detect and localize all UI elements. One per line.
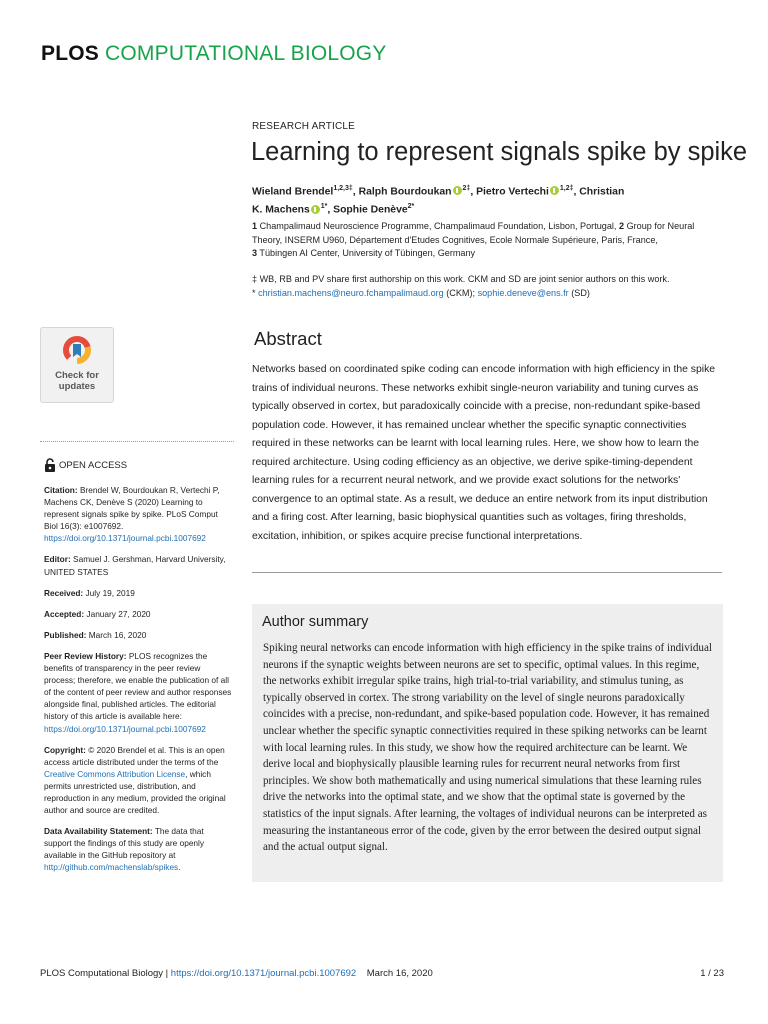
author-affil-sup: 2‡ bbox=[462, 185, 471, 192]
peer-review-label: Peer Review History: bbox=[44, 650, 127, 661]
received-date: July 19, 2019 bbox=[83, 587, 135, 598]
github-link[interactable]: http://github.com/machenslab/spikes bbox=[44, 862, 179, 873]
badge-text bbox=[41, 370, 113, 392]
data-availability-label: Data Availability Statement: bbox=[44, 826, 153, 837]
footer-journal: PLOS Computational Biology | bbox=[40, 968, 171, 979]
data-availability-text: The data that support the findings of this study are openly available in the GitHub repository at bbox=[44, 826, 205, 861]
data-availability-end: . bbox=[178, 862, 181, 873]
published-date: March 16, 2020 bbox=[86, 629, 147, 640]
license-link[interactable]: Creative Commons Attribution License bbox=[44, 768, 186, 779]
journal-logo[interactable] bbox=[41, 42, 387, 66]
footer-date: March 16, 2020 bbox=[366, 968, 433, 979]
author-summary-box bbox=[252, 604, 723, 882]
page-number: 1 / 23 bbox=[700, 968, 724, 979]
orcid-icon[interactable] bbox=[453, 186, 462, 195]
email-link[interactable]: christian.machens@neuro.fchampalimaud.org bbox=[258, 287, 444, 298]
affiliations bbox=[252, 220, 722, 261]
affil-num: 2 bbox=[618, 221, 625, 231]
footer-doi-link[interactable]: https://doi.org/10.1371/journal.pcbi.1007692 bbox=[170, 968, 357, 979]
abstract-divider bbox=[252, 572, 722, 573]
sidebar bbox=[44, 484, 232, 883]
author-line-2 bbox=[252, 199, 722, 217]
corresponding-note bbox=[252, 287, 722, 301]
affil-text: Tübingen AI Center, University of Tübingen, Germany bbox=[257, 248, 476, 259]
affil-num: 3 bbox=[252, 248, 258, 259]
author-sep: , bbox=[573, 186, 580, 198]
affil-num: 1 bbox=[252, 221, 258, 231]
affil-text: Group for Neural Theory, INSERM U960, Département d'Etudes Cognitives, Ecole Normale Supérieure, Paris, France, bbox=[252, 221, 695, 245]
published bbox=[44, 629, 232, 641]
corr-prefix: * bbox=[252, 287, 259, 298]
copyright-text: © 2020 Brendel et al. This is an open access article distributed under the terms of the bbox=[44, 744, 225, 767]
author-name[interactable]: Sophie Denève bbox=[333, 204, 408, 216]
peer-review-history bbox=[44, 650, 232, 735]
corr-suffix: (SD) bbox=[568, 287, 590, 298]
footer-left bbox=[40, 968, 433, 979]
citation-doi-link[interactable]: https://doi.org/10.1371/journal.pcbi.1007692 bbox=[44, 533, 206, 544]
sidebar-divider bbox=[40, 441, 234, 442]
equal-contribution-note: ‡ WB, RB and PV share first authorship on this work. CKM and SD are joint senior authors on this work. bbox=[252, 274, 670, 284]
author-affil-sup: 1,2‡ bbox=[559, 185, 574, 192]
author-summary-text: Spiking neural networks can encode information with high efficiency in the spike trains of individual neurons if the synaptic weights between neurons are set to specific, optimal values. In this regime, the networks exhibit irregular spike trains, high trial-to-trial variability, and stimulus tuning, as typically observed in cortex. The strong variability on the level of single neurons paradoxically coincides with a precise, non-redundant, and spike-based population code. However, it has remained unclear whether the specific synaptic connectivities required in these spiking networks can be learnt with local learning rules. In this study, we show how the required architecture can be learnt. We derive local and biophysically plausible learning rules for recurrent neural networks from first principles. We show both mathematically and using numerical simulations that these learning rules drive the networks into the optimal state, and we show that the optimal state is governed by the statistics of the input signals. After learning, the voltages of individual neurons can be interpreted as measuring the instantaneous error of the code, given by the error between the desired output signal and the actual output signal. bbox=[263, 642, 712, 854]
published-label: Published: bbox=[44, 629, 87, 640]
copyright-text: , which permits unrestricted use, distribution, and reproduction in any medium, provided the original author and source are credited. bbox=[44, 768, 226, 816]
abstract-text: Networks based on coordinated spike coding can encode information with high efficiency in the spike trains of individual neurons. These networks exhibit single-neuron variability and tuning curves as typically observed in cortex, but paradoxically coincide with a precise, non-redundant spike-based population code. However, it has remained unclear whether the specific synaptic connectivities required in these networks can be learnt with local learning rules. Here, we show how to learn the required architecture. Using coding efficiency as an objective, we derive spike-timing-dependent learning rules for a recurrent neural network, and we provide exact solutions for the networks' convergence to an optimal state. As a result, we deduce an entire network from its input distribution and a firing cost. After learning, basic biophysical quantities such as voltages, firing thresholds, excitation, inhibition, or spikes acquire precise functional interpretations. bbox=[252, 364, 716, 542]
peer-review-link[interactable]: https://doi.org/10.1371/journal.pcbi.1007692 bbox=[44, 723, 206, 734]
abstract-heading: Abstract bbox=[254, 328, 322, 349]
email-link[interactable]: sophie.deneve@ens.fr bbox=[477, 287, 569, 298]
check-for-updates-badge[interactable] bbox=[40, 327, 114, 403]
article-type: RESEARCH ARTICLE bbox=[252, 121, 356, 132]
author-sep: , bbox=[327, 204, 334, 216]
orcid-icon[interactable] bbox=[550, 186, 559, 195]
journal-name: COMPUTATIONAL BIOLOGY bbox=[105, 42, 387, 65]
author-name[interactable]: Christian bbox=[579, 186, 625, 198]
citation bbox=[44, 484, 232, 544]
orcid-icon[interactable] bbox=[311, 205, 320, 214]
badge-line: updates bbox=[58, 381, 96, 392]
author-name[interactable]: Ralph Bourdoukan bbox=[358, 186, 452, 198]
author-name[interactable]: K. Machens bbox=[252, 204, 310, 216]
open-access-label: OPEN ACCESS bbox=[59, 459, 128, 471]
author-notes bbox=[252, 273, 722, 300]
editor bbox=[44, 553, 232, 577]
citation-text: Brendel W, Bourdoukan R, Vertechi P, Machens CK, Denève S (2020) Learning to represent signals spike by spike. PLoS Comput Biol 16(3): e1007692. bbox=[44, 485, 220, 532]
copyright bbox=[44, 744, 232, 817]
author-sep: , bbox=[352, 186, 359, 198]
accepted bbox=[44, 608, 232, 620]
accepted-date: January 27, 2020 bbox=[84, 608, 151, 619]
badge-line: Check for bbox=[55, 370, 99, 381]
journal-prefix: PLOS bbox=[41, 42, 99, 65]
citation-label: Citation: bbox=[44, 485, 78, 495]
peer-review-text: PLOS recognizes the benefits of transparency in the peer review process; therefore, we enable the publication of all of the content of peer review and author responses alongside final, published articles. The editorial history of this article is available here: bbox=[44, 650, 232, 722]
open-lock-icon bbox=[44, 458, 56, 472]
update-ring-icon bbox=[62, 335, 92, 365]
accepted-label: Accepted: bbox=[44, 608, 85, 619]
author-affil-sup: 1* bbox=[320, 203, 328, 211]
received bbox=[44, 587, 232, 599]
author-affil-sup: 2* bbox=[407, 203, 415, 211]
data-availability bbox=[44, 825, 232, 873]
corr-suffix: (CKM); bbox=[443, 287, 478, 298]
author-sep: , bbox=[470, 186, 477, 198]
received-label: Received: bbox=[44, 587, 84, 598]
author-affil-sup: 1,2,3‡ bbox=[333, 185, 353, 192]
editor-label: Editor: bbox=[44, 554, 71, 565]
author-list bbox=[252, 181, 722, 218]
article-title: Learning to represent signals spike by spike bbox=[251, 138, 748, 166]
author-summary-heading: Author summary bbox=[262, 614, 369, 630]
page-footer bbox=[40, 968, 724, 979]
author-line-1 bbox=[252, 181, 722, 199]
copyright-label: Copyright: bbox=[44, 744, 86, 755]
author-name[interactable]: Wieland Brendel bbox=[252, 186, 334, 198]
affil-text: Champalimaud Neuroscience Programme, Champalimaud Foundation, Lisbon, Portugal, bbox=[257, 221, 619, 231]
open-access bbox=[44, 458, 127, 472]
editor-text: Samuel J. Gershman, Harvard University, UNITED STATES bbox=[44, 554, 226, 577]
author-name[interactable]: Pietro Vertechi bbox=[476, 186, 549, 198]
